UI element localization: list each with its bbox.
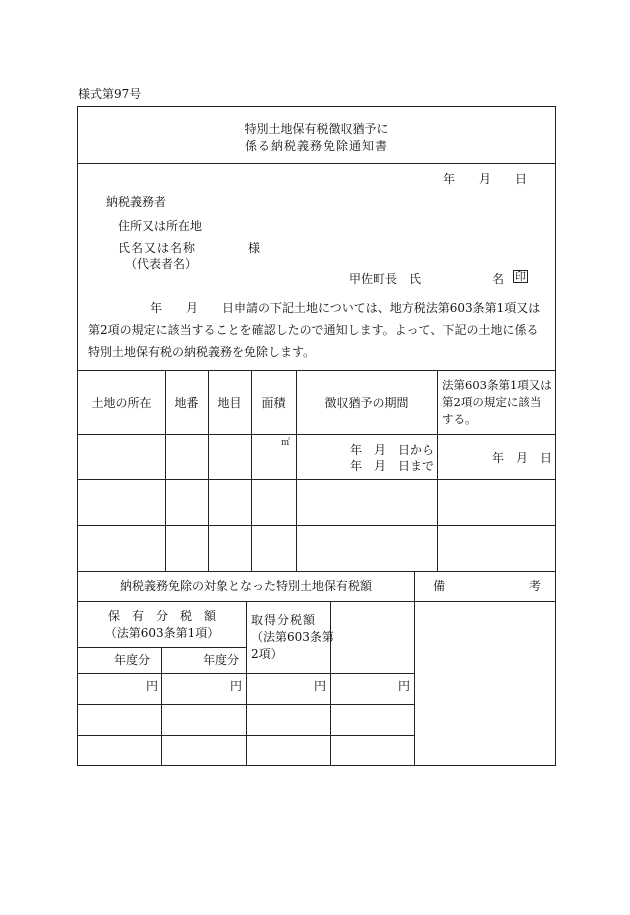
yen-unit: 円 xyxy=(398,679,411,693)
seal-mark: 印 xyxy=(515,270,526,283)
name-label: 氏名又は名称 xyxy=(118,241,197,255)
header-applicability-3: する。 xyxy=(442,412,477,426)
header-grace-period: 徴収猶予の期間 xyxy=(324,396,409,410)
title-divider xyxy=(78,163,555,164)
land-row-line xyxy=(78,525,555,526)
land-table-bottom xyxy=(78,571,555,572)
notice-date: 年 月 日 xyxy=(443,172,528,186)
tax-col-line xyxy=(246,601,247,765)
form-number: 様式第97号 xyxy=(78,87,142,101)
period-to: 年 月 日まで xyxy=(350,459,435,473)
tax-row-line xyxy=(78,735,414,736)
tax-col-line xyxy=(161,647,162,765)
remarks-divider xyxy=(414,571,415,765)
yen-unit: 円 xyxy=(314,679,327,693)
period-from: 年 月 日から xyxy=(350,443,435,457)
land-row-line xyxy=(78,479,555,480)
tax-table-header: 納税義務免除の対象となった特別土地保有税額 xyxy=(119,579,372,593)
remarks-header: 備 考 xyxy=(433,579,542,593)
acquisition-tax-article-2: 2項） xyxy=(251,647,283,661)
header-divider xyxy=(78,370,555,371)
year-row-top xyxy=(78,647,246,648)
year-label-1: 年度分 xyxy=(114,653,151,667)
tax-col-line xyxy=(330,601,331,765)
header-applicability-1: 法第603条第1項又は xyxy=(442,378,552,392)
yen-unit: 円 xyxy=(146,679,159,693)
land-col-line xyxy=(437,370,438,571)
holding-tax-article: （法第603条第1項） xyxy=(104,626,220,640)
honorific: 様 xyxy=(248,241,261,255)
header-land-category: 地目 xyxy=(217,396,242,410)
land-table-header-bottom xyxy=(78,434,555,435)
address-label: 住所又は所在地 xyxy=(118,219,203,233)
form-title-line2: 係る納税義務免除通知書 xyxy=(244,139,388,153)
tax-table-header-bottom xyxy=(78,601,555,602)
notice-text: 年 月 日申請の下記土地については、地方税法第603条第1項又は第2項の規定に該当することを確認したので通知します。よって、下記の土地に係る特別土地保有税の納税義務を免除します。 xyxy=(88,301,541,359)
issuer-label: 甲佐町長 氏 xyxy=(349,272,422,286)
header-applicability-2: 第2項の規定に該当 xyxy=(442,395,542,409)
header-lot-number: 地番 xyxy=(174,396,199,410)
header-location: 土地の所在 xyxy=(91,396,152,410)
representative-label: （代表者名） xyxy=(125,257,198,271)
applicability-date: 年 月 日 xyxy=(492,451,553,465)
header-area: 面積 xyxy=(261,396,286,410)
tax-row-line xyxy=(78,704,414,705)
notice-form xyxy=(77,106,556,766)
area-unit: ㎡ xyxy=(281,438,291,448)
taxpayer-heading: 納税義務者 xyxy=(106,195,167,209)
acquisition-tax-label: 取得分税額 xyxy=(251,613,317,627)
yen-unit: 円 xyxy=(230,679,243,693)
issuer-name-suffix: 名 xyxy=(492,272,505,286)
holding-tax-label: 保 有 分 税 額 xyxy=(107,609,216,623)
yen-row-top xyxy=(78,673,414,674)
form-title-line1: 特別土地保有税徴収猶予に xyxy=(244,122,389,136)
acquisition-tax-article-1: （法第603条第 xyxy=(251,630,334,644)
year-label-2: 年度分 xyxy=(203,653,240,667)
